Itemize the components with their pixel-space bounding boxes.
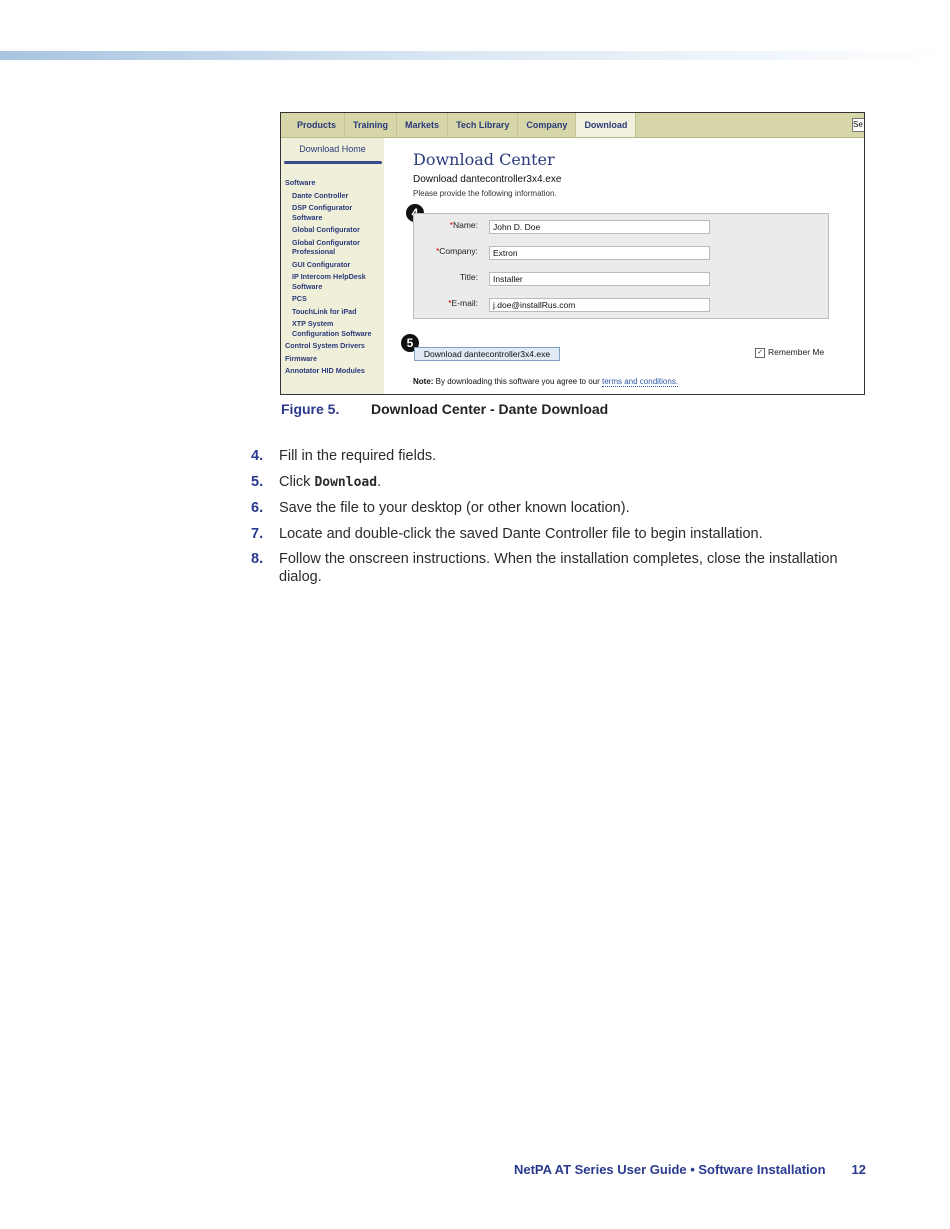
step-number: 4. xyxy=(251,448,264,464)
field-label-text: Company: xyxy=(439,246,478,256)
required-marker: * xyxy=(448,298,452,308)
download-center-screenshot xyxy=(280,112,865,395)
nav-products[interactable]: Products xyxy=(281,113,345,137)
step-number: 7. xyxy=(251,525,264,542)
sidebar-item[interactable]: GUI Configurator xyxy=(292,259,351,269)
remember-me-checkbox[interactable]: ✓ xyxy=(755,348,765,358)
form-row xyxy=(414,296,828,312)
field-label xyxy=(460,272,478,282)
field-label-text: Name: xyxy=(452,220,478,230)
field-label xyxy=(450,220,478,230)
step-text: Fill in the required fields. xyxy=(279,448,437,464)
sidebar xyxy=(281,138,384,395)
field-label-text: Title: xyxy=(459,272,478,282)
field-label-text: E-mail: xyxy=(451,298,478,308)
nav-training[interactable]: Training xyxy=(345,113,397,137)
sidebar-item[interactable]: Global Configurator xyxy=(292,225,360,234)
step-item xyxy=(251,550,871,586)
sidebar-item[interactable]: IP Intercom HelpDesk Software xyxy=(292,272,366,291)
sidebar-item[interactable]: Software xyxy=(285,178,316,187)
callout-5: 5 xyxy=(401,334,419,352)
step-item xyxy=(251,525,871,543)
nav-company[interactable]: Company xyxy=(518,113,576,137)
sidebar-item[interactable]: Global Configurator Professional xyxy=(292,237,360,256)
required-marker: * xyxy=(435,246,440,256)
step-number: 5. xyxy=(251,473,264,490)
note-label: Note: xyxy=(413,377,434,386)
step-number: 8. xyxy=(251,551,264,567)
step-text: Save the file to your desktop (or other known location). xyxy=(279,500,630,516)
form-row xyxy=(414,218,828,234)
download-filename: Download dantecontroller3x4.exe xyxy=(413,174,562,185)
sidebar-list xyxy=(285,178,372,379)
remember-me-label: Remember Me xyxy=(768,347,825,357)
sidebar-item[interactable]: Dante Controller xyxy=(292,190,349,200)
step-code: Download xyxy=(314,474,378,490)
sidebar-item[interactable]: TouchLink for iPad xyxy=(292,306,357,316)
text-field[interactable]: Extron xyxy=(489,246,710,260)
sidebar-download-home[interactable]: Download Home xyxy=(299,144,366,154)
note-text: By downloading this software you agree to our xyxy=(433,377,602,386)
download-button[interactable]: Download dantecontroller3x4.exe xyxy=(414,347,560,361)
figure-number: Figure 5. xyxy=(281,401,340,417)
form-row xyxy=(414,244,828,260)
step-text: . xyxy=(377,473,382,490)
instruction-steps xyxy=(251,447,871,594)
figure-caption: Download Center - Dante Download xyxy=(371,401,609,417)
header-band xyxy=(0,51,950,60)
sidebar-item[interactable]: DSP Configurator Software xyxy=(292,203,353,222)
page-footer xyxy=(514,1162,866,1177)
search-input[interactable]: Se xyxy=(852,118,865,132)
sidebar-item[interactable]: Annotator HID Modules xyxy=(285,366,365,375)
required-marker: * xyxy=(449,220,453,230)
nav-download[interactable]: Download xyxy=(576,113,636,137)
step-item xyxy=(251,499,871,517)
step-item xyxy=(251,473,871,492)
nav-markets[interactable]: Markets xyxy=(397,113,448,137)
field-label xyxy=(448,298,478,308)
terms-note xyxy=(413,377,678,386)
form-row xyxy=(414,270,828,286)
step-item xyxy=(251,447,871,465)
sidebar-item[interactable]: PCS xyxy=(292,294,307,303)
step-number: 6. xyxy=(251,500,264,516)
text-field[interactable]: Installer xyxy=(489,272,710,286)
terms-link[interactable]: terms and conditions. xyxy=(602,377,679,386)
text-field[interactable]: j.doe@installRus.com xyxy=(489,298,710,312)
step-text: Locate and double-click the saved Dante Controller file to begin installation. xyxy=(279,525,763,542)
step-text: Follow the onscreen instructions. When the installation completes, close the installation dialog. xyxy=(279,551,838,585)
sidebar-item[interactable]: XTP System Configuration Software xyxy=(292,319,372,338)
sidebar-divider xyxy=(284,161,382,164)
step-text: Click xyxy=(279,473,315,490)
nav-tech-library[interactable]: Tech Library xyxy=(448,113,518,137)
sidebar-item[interactable]: Control System Drivers xyxy=(285,341,365,350)
user-info-form xyxy=(413,213,829,319)
footer-guide-title: NetPA AT Series User Guide • Software Installation xyxy=(513,1162,826,1177)
form-instruction: Please provide the following information. xyxy=(413,189,557,198)
remember-me[interactable] xyxy=(755,347,824,358)
page-title: Download Center xyxy=(413,150,555,169)
page-number: 12 xyxy=(851,1162,866,1177)
field-label xyxy=(436,246,478,256)
sidebar-item[interactable]: Firmware xyxy=(285,353,317,363)
text-field[interactable]: John D. Doe xyxy=(489,220,710,234)
top-nav xyxy=(281,113,864,138)
